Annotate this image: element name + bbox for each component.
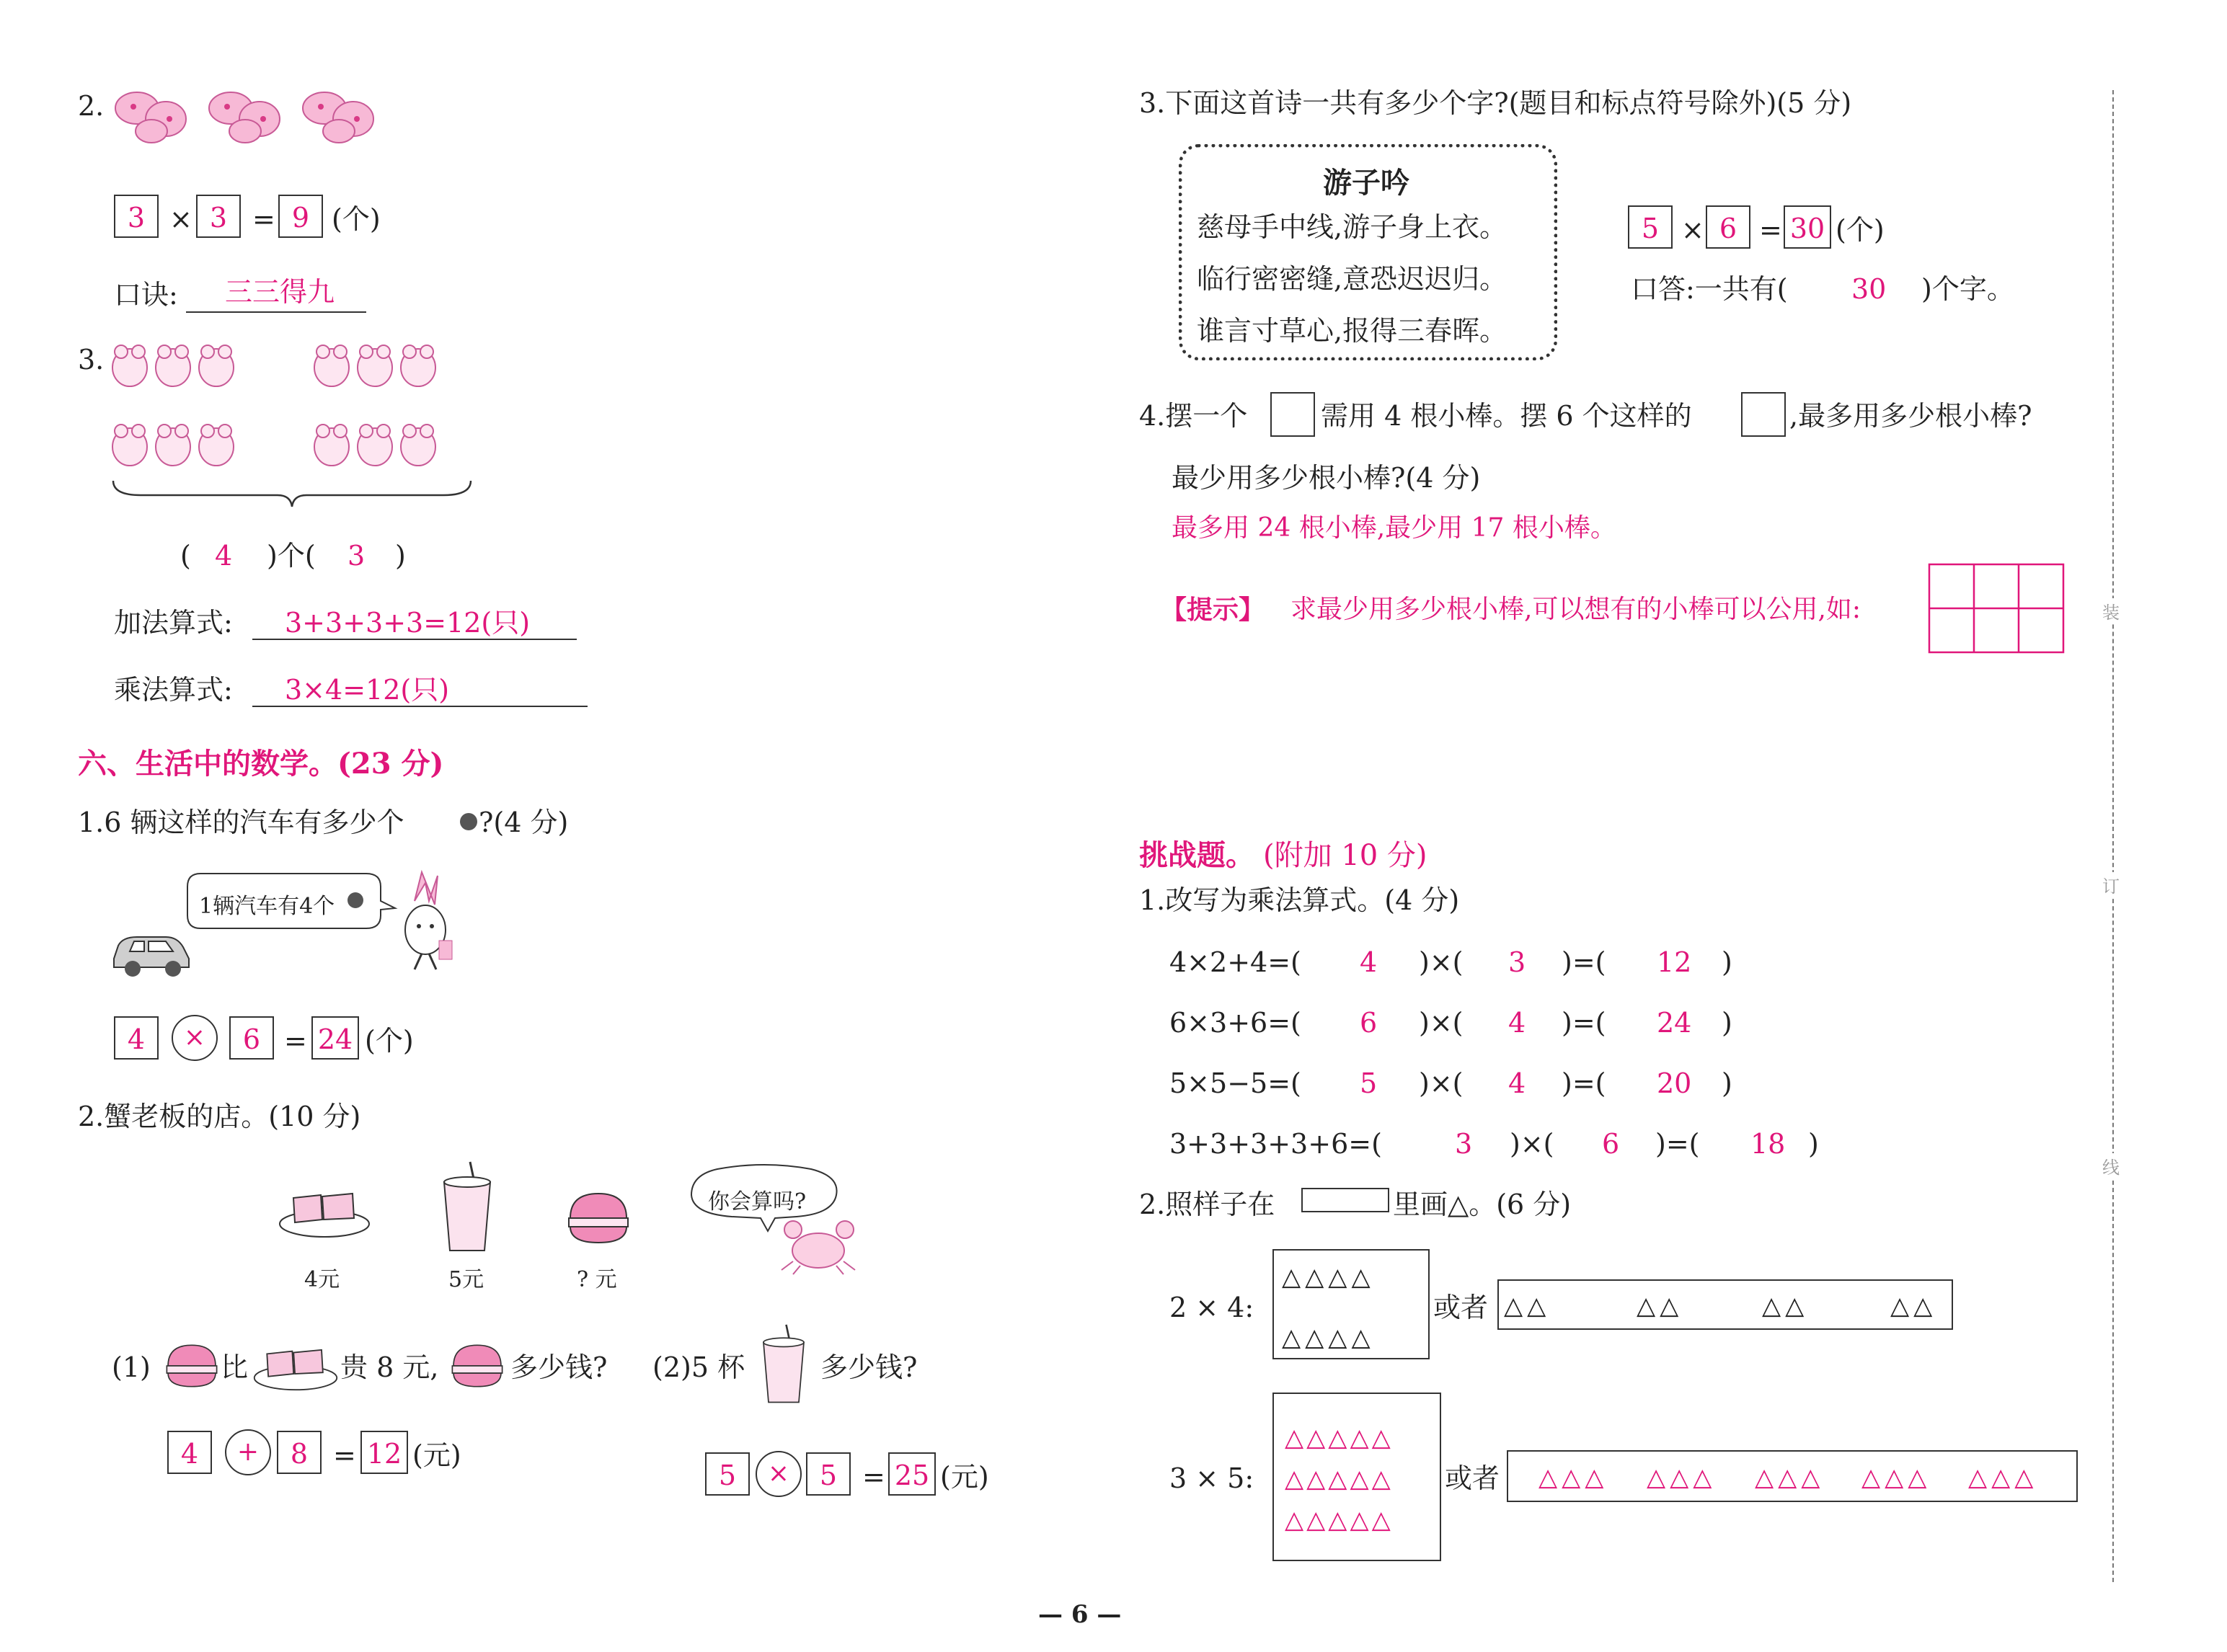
unit-label: (个) bbox=[365, 1025, 414, 1057]
unit-label: (元) bbox=[412, 1439, 461, 1471]
answer-underline bbox=[252, 704, 588, 707]
bubble-text: 你会算吗? bbox=[708, 1189, 807, 1214]
expression: ) bbox=[1722, 946, 1732, 978]
question-title: ,最多用多少根小棒? bbox=[1789, 400, 2032, 432]
group-size-answer[interactable]: 3 bbox=[347, 540, 366, 572]
binding-label: 线 bbox=[2102, 1153, 2120, 1178]
answer-value[interactable]: 12 bbox=[1657, 946, 1692, 978]
addend-box[interactable]: 4 bbox=[167, 1431, 212, 1474]
answer-value[interactable]: 4 bbox=[1508, 1067, 1526, 1099]
onion-character-icon bbox=[393, 869, 458, 977]
expression: ) bbox=[1808, 1128, 1819, 1160]
expression: )×( bbox=[1419, 1067, 1464, 1099]
question-title: 需用 4 根小棒。摆 6 个这样的 bbox=[1321, 400, 1692, 432]
expression: )=( bbox=[1562, 1007, 1606, 1039]
question-title: 里画△。(6 分) bbox=[1393, 1189, 1572, 1220]
equals-sign: = bbox=[1759, 214, 1782, 246]
question-title: 2.照样子在 bbox=[1139, 1189, 1275, 1220]
operator-circle[interactable]: + bbox=[225, 1429, 271, 1475]
factor-box[interactable]: 5 bbox=[1628, 205, 1673, 249]
sum-box[interactable]: 12 bbox=[360, 1431, 408, 1474]
factor-box[interactable]: 5 bbox=[705, 1452, 750, 1496]
drink-cup-icon bbox=[438, 1160, 496, 1254]
triangle-group: △△△ bbox=[1538, 1463, 1608, 1492]
answer-value[interactable]: 5 bbox=[1360, 1067, 1378, 1099]
answer-label: 口答:一共有( bbox=[1631, 273, 1788, 305]
question-number: 2. bbox=[78, 90, 105, 122]
answer-value[interactable]: 6 bbox=[1602, 1128, 1620, 1160]
challenge-points: (附加 10 分) bbox=[1263, 839, 1427, 872]
answer-text[interactable]: 最多用 24 根小棒,最少用 17 根小棒。 bbox=[1172, 513, 1616, 543]
multiplication-answer[interactable]: 3×4=12(只) bbox=[285, 674, 450, 706]
addend-box[interactable]: 8 bbox=[277, 1431, 322, 1474]
question-title: 4.摆一个 bbox=[1139, 400, 1248, 432]
expression: ) bbox=[1722, 1007, 1732, 1039]
cake-icon bbox=[252, 1339, 339, 1393]
factor-box[interactable]: 3 bbox=[196, 195, 241, 238]
koujue-answer[interactable]: 三三得九 bbox=[225, 276, 335, 308]
group-label: )个( bbox=[267, 540, 316, 572]
car-icon bbox=[108, 923, 195, 980]
triangle-row: △△△△ bbox=[1282, 1323, 1375, 1352]
factor-box[interactable]: 6 bbox=[1706, 205, 1750, 249]
factor-box[interactable]: 6 bbox=[229, 1016, 274, 1060]
hint-label: 【提示】 bbox=[1161, 595, 1265, 625]
expression: 6×3+6=( bbox=[1169, 1007, 1301, 1039]
sample-box bbox=[1301, 1188, 1389, 1212]
price-label: ? 元 bbox=[577, 1267, 617, 1292]
factor-box[interactable]: 4 bbox=[114, 1016, 159, 1060]
koujue-label: 口诀: bbox=[114, 279, 178, 311]
poem-line: 谁言寸草心,报得三春晖。 bbox=[1197, 315, 1507, 347]
triangle-group: △△ bbox=[1637, 1292, 1683, 1320]
square-shape bbox=[1741, 392, 1786, 437]
question-text: 多少钱? bbox=[820, 1351, 918, 1383]
expression: 3+3+3+3+6=( bbox=[1169, 1128, 1382, 1160]
question-title: 1.6 辆这样的汽车有多少个 bbox=[78, 807, 404, 838]
burger-icon bbox=[566, 1189, 631, 1247]
price-label: 5元 bbox=[448, 1267, 484, 1292]
binding-label: 订 bbox=[2102, 872, 2120, 897]
answer-label: )个字。 bbox=[1921, 273, 2014, 305]
question-points: ?(4 分) bbox=[479, 807, 569, 838]
binding-label: 装 bbox=[2102, 598, 2120, 623]
crab-icon bbox=[779, 1218, 858, 1276]
addition-label: 加法算式: bbox=[114, 607, 233, 639]
answer-value[interactable]: 24 bbox=[1657, 1007, 1692, 1039]
equals-sign: = bbox=[252, 203, 275, 235]
equals-sign: = bbox=[284, 1025, 307, 1057]
answer-value[interactable]: 20 bbox=[1657, 1067, 1692, 1099]
product-box[interactable]: 9 bbox=[278, 195, 323, 238]
poem-line: 慈母手中线,游子身上衣。 bbox=[1197, 211, 1507, 243]
wheel-icon bbox=[460, 813, 477, 830]
section-title: 六、生活中的数学。(23 分) bbox=[78, 747, 444, 781]
operator-circle[interactable]: × bbox=[756, 1451, 802, 1497]
example-label: 3 × 5: bbox=[1169, 1462, 1254, 1494]
triangle-row: △△△△△ bbox=[1285, 1506, 1394, 1535]
question-number: 3. bbox=[78, 344, 105, 376]
question-text: 多少钱? bbox=[510, 1351, 608, 1383]
burger-icon bbox=[164, 1341, 219, 1391]
binding-line bbox=[2112, 90, 2114, 1582]
poem-line: 临行密密缝,意恐迟迟归。 bbox=[1197, 263, 1507, 295]
challenge-title: 挑战题。 bbox=[1139, 838, 1254, 872]
question-text: 贵 8 元, bbox=[340, 1351, 439, 1383]
answer-underline bbox=[186, 310, 366, 313]
answer-value[interactable]: 3 bbox=[1508, 946, 1526, 978]
answer-value[interactable]: 30 bbox=[1851, 273, 1887, 305]
or-label: 或者 bbox=[1433, 1292, 1489, 1323]
expression: )×( bbox=[1419, 1007, 1464, 1039]
question-title: 1.改写为乘法算式。(4 分) bbox=[1139, 884, 1460, 916]
unit-label: (个) bbox=[332, 203, 381, 235]
triangle-group: △△ bbox=[1890, 1292, 1937, 1320]
triangle-row: △△△△△ bbox=[1285, 1424, 1394, 1452]
answer-value[interactable]: 4 bbox=[1508, 1007, 1526, 1039]
triangle-group: △△△ bbox=[1861, 1463, 1931, 1492]
butterfly-icon-group bbox=[108, 79, 411, 151]
group-count-answer[interactable]: 4 bbox=[215, 540, 233, 572]
operator-circle[interactable]: × bbox=[172, 1015, 218, 1061]
times-sign: × bbox=[169, 203, 192, 235]
paren: ( bbox=[180, 540, 191, 572]
stick-grid-example bbox=[1929, 564, 2066, 654]
poem-title: 游子吟 bbox=[1323, 166, 1409, 200]
expression: )×( bbox=[1419, 946, 1464, 978]
question-text: 比 bbox=[221, 1351, 249, 1383]
triangle-group: △△ bbox=[1762, 1292, 1809, 1320]
unit-label: (个) bbox=[1836, 214, 1885, 246]
question-title: 2.蟹老板的店。(10 分) bbox=[78, 1101, 361, 1132]
or-label: 或者 bbox=[1445, 1462, 1500, 1494]
expression: )×( bbox=[1510, 1128, 1554, 1160]
answer-underline bbox=[252, 637, 577, 640]
expression: )=( bbox=[1562, 946, 1606, 978]
factor-box[interactable]: 3 bbox=[114, 195, 159, 238]
cake-icon bbox=[278, 1182, 371, 1240]
product-box[interactable]: 25 bbox=[888, 1452, 936, 1496]
factor-box[interactable]: 5 bbox=[806, 1452, 851, 1496]
subquestion-label: (2)5 杯 bbox=[652, 1351, 745, 1383]
triangle-row: △△△△△ bbox=[1285, 1465, 1394, 1493]
equals-sign: = bbox=[862, 1461, 885, 1493]
square-shape bbox=[1270, 392, 1315, 437]
times-sign: × bbox=[1681, 214, 1704, 246]
multiplication-label: 乘法算式: bbox=[114, 674, 233, 706]
expression: )=( bbox=[1562, 1067, 1606, 1099]
answer-value[interactable]: 6 bbox=[1360, 1007, 1378, 1039]
equals-sign: = bbox=[333, 1439, 356, 1471]
answer-value[interactable]: 3 bbox=[1455, 1128, 1473, 1160]
product-box[interactable]: 30 bbox=[1784, 205, 1831, 249]
answer-value[interactable]: 18 bbox=[1750, 1128, 1786, 1160]
subquestion-label: (1) bbox=[112, 1351, 151, 1383]
drink-cup-icon bbox=[758, 1318, 809, 1411]
triangle-group: △△△ bbox=[1647, 1463, 1717, 1492]
triangle-group: △△ bbox=[1504, 1292, 1551, 1320]
expression: 5×5−5=( bbox=[1169, 1067, 1301, 1099]
hint-text: 求最少用多少根小棒,可以想有的小棒可以公用,如: bbox=[1290, 595, 1861, 624]
expression: ) bbox=[1722, 1067, 1732, 1099]
example-label: 2 × 4: bbox=[1169, 1292, 1254, 1323]
page-number: — 6 — bbox=[1038, 1600, 1122, 1629]
bubble-text: 1辆汽车有4个 bbox=[199, 894, 335, 919]
price-label: 4元 bbox=[304, 1267, 340, 1292]
triangle-row: △△△△ bbox=[1282, 1263, 1375, 1292]
triangle-group: △△△ bbox=[1755, 1463, 1825, 1492]
expression: )=( bbox=[1655, 1128, 1700, 1160]
triangle-group: △△△ bbox=[1968, 1463, 2038, 1492]
unit-label: (元) bbox=[940, 1461, 989, 1493]
answer-value[interactable]: 4 bbox=[1360, 946, 1378, 978]
addition-answer[interactable]: 3+3+3+3=12(只) bbox=[285, 607, 531, 639]
expression: 4×2+4=( bbox=[1169, 946, 1301, 978]
product-box[interactable]: 24 bbox=[311, 1016, 359, 1060]
grouping-brace bbox=[112, 479, 472, 508]
triangle-box bbox=[1497, 1279, 1953, 1330]
question-title: 最少用多少根小棒?(4 分) bbox=[1172, 462, 1481, 494]
burger-icon bbox=[450, 1341, 505, 1391]
paren: ) bbox=[395, 540, 406, 572]
question-title: 3.下面这首诗一共有多少个字?(题目和标点符号除外)(5 分) bbox=[1139, 87, 1852, 119]
wheel-icon bbox=[347, 892, 363, 908]
